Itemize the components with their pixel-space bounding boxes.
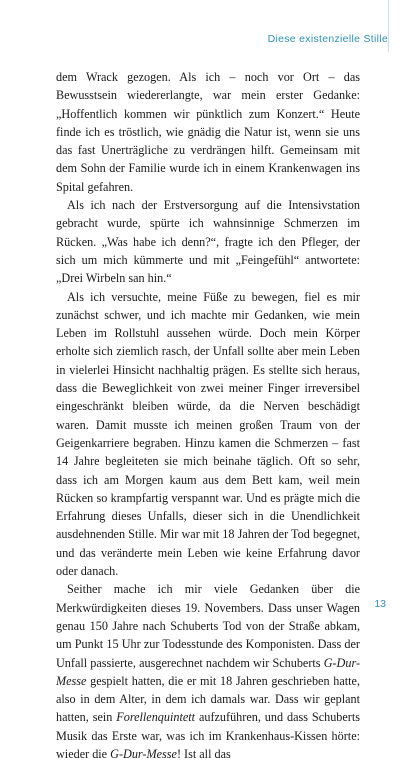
running-head: Diese existenzielle Stille (267, 33, 388, 45)
paragraph-4 (56, 580, 360, 763)
paragraph-text: Seither mache ich mir viele Gedanken über die Merkwürdigkeiten dieses 19. Novembers. Dass unser Wagen genau 150 Jahre nach Schuberts Tod von der Straße abkam, um Punkt 15 Uhr zur Todesstunde des Komponisten. Dass der Unfall passierte, ausgerechnet nachdem wir Schuberts (56, 582, 360, 670)
paragraph-2 (56, 196, 360, 287)
paragraph-1 (56, 68, 360, 196)
work-title-italic: Forellenquintett (116, 710, 196, 725)
paragraph-text: gespielt hatten, die er mit 18 Jahren geschrieben hatte, also in dem Alter, in dem ich damals war. Dass wir geplant hatten, sein (56, 673, 360, 725)
paragraph-text: Als ich versuchte, meine Füße zu bewegen, fiel es mir zunächst schwer, und ich machte mir Gedanken, wie mein Leben im Rollstuhl aussehen würde. Doch mein Körper erholte sich ziemlich rasch, der Unfall sollte aber mein Leben in vielerlei Hinsicht nachhaltig prägen. Es stellte sich heraus, dass die Beweglichkeit von zwei meiner Finger irreversibel eingeschränkt bleiben würde, da die Nerven beschädigt waren. Damit musste ich meinen großen Traum von der Geigenkarriere begraben. Hinzu kamen die Schmerzen – fast 14 Jahre begleiteten sie mich beinahe täglich. Oft so sehr, dass ich am Morgen kaum aus dem Bett kam, weil mein Rücken so krampfartig verspannt war. Und es prägte mich die Erfahrung dieses Unfalls, dieser sich in die Unendlichkeit ausdehnenden Stille. Mir war mit 18 Jahren der Tod begegnet, und das veränderte mein Leben wie keine Erfahrung davor oder danach. (56, 289, 360, 579)
paragraph-3 (56, 288, 360, 581)
header-rule (388, 0, 389, 52)
body-text (56, 68, 360, 763)
work-title-italic: G-Dur-Messe (56, 655, 360, 688)
paragraph-text: Als ich nach der Erstversorgung auf die Intensivstation gebracht wurde, spürte ich wahnsinnige Schmerzen im Rücken. „Was habe ich denn?“, fragte ich den Pfleger, der sich um mich kümmerte und mit „Feingefühl“ antwortete: „Drei Wirbeln san hin.“ (56, 198, 360, 286)
paragraph-text: dem Wrack gezogen. Als ich – noch vor Ort – das Bewusstsein wiedererlangte, war mein erster Gedanke: „Hoffentlich kommen wir pünktlich zum Konzert.“ Heute finde ich es tröstlich, wie gnädig die Natur ist, wenn sie uns das fast Unerträgliche zu verdrängen hilft. Gemeinsam mit dem Sohn der Familie wurde ich in einem Krankenwagen ins Spital gefahren. (56, 70, 360, 194)
paragraph-text: ! Ist all das (176, 746, 231, 761)
work-title-italic: G-Dur-Messe (110, 746, 177, 761)
page-number: 13 (374, 598, 386, 610)
paragraph-text: aufzuführen, und dass Schuberts Musik das Erste war, was ich im Krankenhaus-Kissen hörte: wieder die (56, 710, 360, 761)
